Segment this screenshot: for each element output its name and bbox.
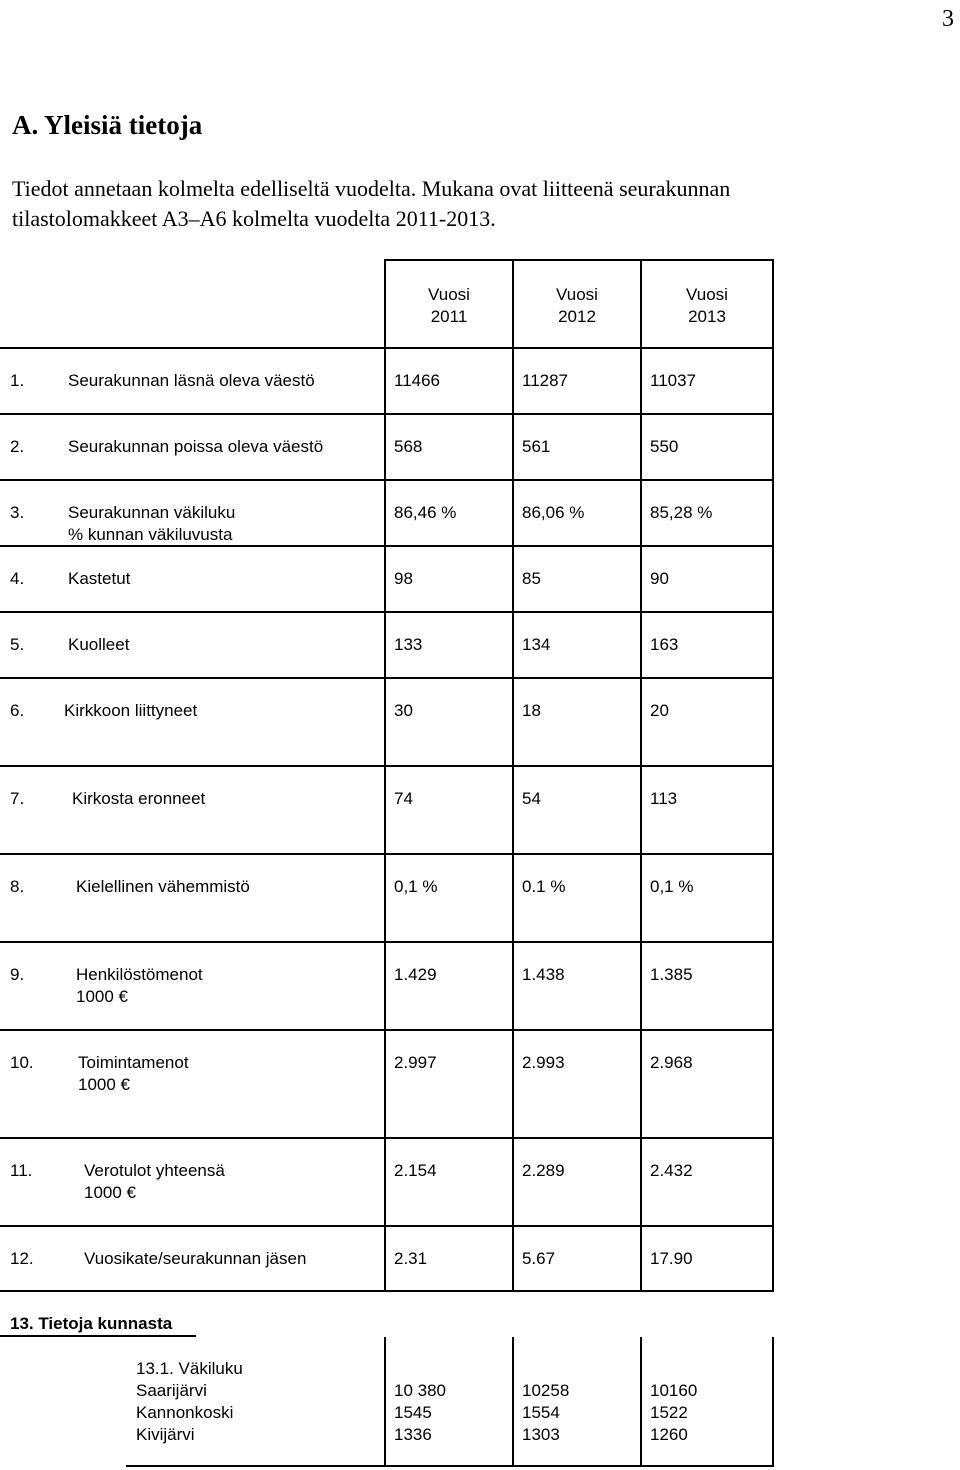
row-number: 4. <box>10 569 25 588</box>
population-value: 1260 <box>650 1425 688 1444</box>
table-border <box>0 677 774 679</box>
value-2013: 113 <box>650 789 678 808</box>
row-label: Toimintamenot <box>78 1053 189 1072</box>
row-sublabel: 1000 € <box>84 1183 136 1202</box>
value-2013: 2.432 <box>650 1161 693 1180</box>
value-2011: 568 <box>394 437 423 456</box>
table-border <box>512 1337 514 1467</box>
value-2011: 11466 <box>394 371 441 390</box>
table-border <box>0 1137 774 1139</box>
population-value: 10 380 <box>394 1381 446 1400</box>
table-border <box>0 479 774 481</box>
value-2013: 2.968 <box>650 1053 693 1072</box>
row-label: Kuolleet <box>68 635 130 654</box>
population-value: 1522 <box>650 1403 688 1422</box>
table-border <box>0 347 774 349</box>
row-number: 2. <box>10 437 25 456</box>
value-2013: 1.385 <box>650 965 693 984</box>
row-number: 7. <box>10 789 25 808</box>
table-border <box>0 765 774 767</box>
value-2012: 2.993 <box>522 1053 565 1072</box>
row-number: 9. <box>10 965 25 984</box>
row-number: 3. <box>10 503 25 522</box>
population-2011 <box>394 1380 446 1446</box>
row-label: Kirkosta eronneet <box>72 789 206 808</box>
row-label: Kastetut <box>68 569 131 588</box>
municipality-name: Saarijärvi <box>136 1381 207 1400</box>
value-2012: 54 <box>522 789 541 808</box>
page-number: 3 <box>942 6 954 32</box>
population-2013 <box>650 1380 697 1446</box>
table-border <box>0 611 774 613</box>
table-border <box>0 1029 774 1031</box>
column-header-2013: Vuosi 2013 <box>686 285 728 326</box>
population-value: 1336 <box>394 1425 432 1444</box>
population-heading: 13.1. Väkiluku <box>136 1359 243 1378</box>
value-2011: 2.997 <box>394 1053 437 1072</box>
population-value: 1303 <box>522 1425 560 1444</box>
table-border <box>0 941 774 943</box>
value-2013: 0,1 % <box>650 877 694 896</box>
intro-line: tilastolomakkeet A3–A6 kolmelta vuodelta 2011-2013. <box>12 206 496 231</box>
row-number: 6. <box>10 701 25 720</box>
value-2012: 1.438 <box>522 965 565 984</box>
municipality-name: Kivijärvi <box>136 1425 195 1444</box>
value-2011: 2.154 <box>394 1161 437 1180</box>
population-value: 10160 <box>650 1381 698 1400</box>
column-header-2011: Vuosi 2011 <box>428 285 470 326</box>
value-2011: 1.429 <box>394 965 437 984</box>
value-2013: 550 <box>650 437 679 456</box>
value-2011: 74 <box>394 789 413 808</box>
row-number: 5. <box>10 635 25 654</box>
value-2012: 85 <box>522 569 541 588</box>
row-label: Vuosikate/seurakunnan jäsen <box>84 1249 307 1268</box>
value-2011: 133 <box>394 635 423 654</box>
intro-line: Tiedot annetaan kolmelta edelliseltä vuodelta. Mukana ovat liitteenä seurakunnan <box>12 176 731 201</box>
row-number: 1. <box>10 371 25 390</box>
table-border <box>126 1465 774 1467</box>
value-2012: 0.1 % <box>522 877 566 896</box>
row-number: 11. <box>10 1161 33 1180</box>
municipality-name: Kannonkoski <box>136 1403 234 1422</box>
value-2012: 561 <box>522 437 551 456</box>
column-header-2012: Vuosi 2012 <box>556 285 598 326</box>
value-2013: 20 <box>650 701 669 720</box>
population-value: 1554 <box>522 1403 560 1422</box>
row-sublabel: 1000 € <box>78 1075 130 1094</box>
subsection-heading: 13. Tietoja kunnasta <box>10 1314 173 1333</box>
intro-paragraph <box>12 174 730 234</box>
value-2012: 11287 <box>522 371 569 390</box>
row-number: 10. <box>10 1053 34 1072</box>
value-2013: 85,28 % <box>650 503 713 522</box>
value-2011: 86,46 % <box>394 503 457 522</box>
population-labels <box>136 1358 243 1446</box>
value-2012: 2.289 <box>522 1161 565 1180</box>
row-sublabel: % kunnan väkiluvusta <box>68 525 233 544</box>
value-2011: 0,1 % <box>394 877 438 896</box>
table-border <box>0 853 774 855</box>
row-label: Kirkkoon liittyneet <box>64 701 198 720</box>
row-label: Seurakunnan läsnä oleva väestö <box>68 371 315 390</box>
table-border <box>0 1290 774 1292</box>
value-2012: 5.67 <box>522 1249 556 1268</box>
population-value: 1545 <box>394 1403 432 1422</box>
value-2013: 163 <box>650 635 679 654</box>
row-label: Seurakunnan poissa oleva väestö <box>68 437 324 456</box>
value-2012: 134 <box>522 635 551 654</box>
value-2011: 2.31 <box>394 1249 428 1268</box>
population-value: 10258 <box>522 1381 570 1400</box>
row-label: Kielellinen vähemmistö <box>76 877 250 896</box>
value-2012: 18 <box>522 701 541 720</box>
value-2011: 98 <box>394 569 413 588</box>
value-2013: 11037 <box>650 371 697 390</box>
row-sublabel: 1000 € <box>76 987 128 1006</box>
table-border <box>0 1225 774 1227</box>
row-label: Verotulot yhteensä <box>84 1161 225 1180</box>
table-border <box>384 259 774 261</box>
section-heading: A. Yleisiä tietoja <box>12 110 203 140</box>
population-2012 <box>522 1380 569 1446</box>
value-2012: 86,06 % <box>522 503 585 522</box>
table-border <box>0 1335 196 1337</box>
table-border <box>640 1337 642 1467</box>
row-number: 12. <box>10 1249 34 1268</box>
table-border <box>772 1337 774 1467</box>
value-2011: 30 <box>394 701 413 720</box>
row-number: 8. <box>10 877 25 896</box>
row-label: Henkilöstömenot <box>76 965 203 984</box>
value-2013: 17.90 <box>650 1249 693 1268</box>
table-border <box>384 1337 386 1467</box>
value-2013: 90 <box>650 569 669 588</box>
table-border <box>0 413 774 415</box>
row-label: Seurakunnan väkiluku <box>68 503 236 522</box>
